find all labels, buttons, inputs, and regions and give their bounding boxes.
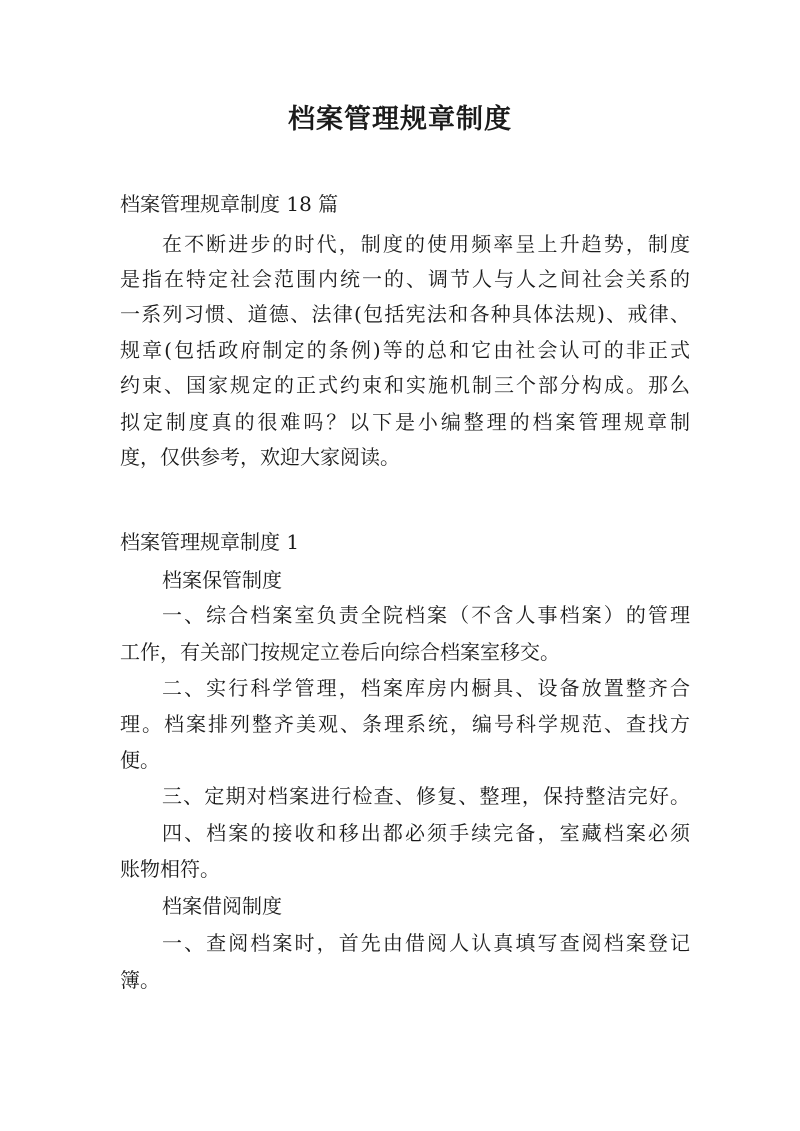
paragraph-line: 账物相符。	[120, 857, 220, 881]
paragraph-line: 三、定期对档案进行检查、修复、整理，保持整洁完好。	[162, 784, 690, 808]
paragraph-line: 一系列习惯、道德、法律(包括宪法和各种具体法规)、戒律、	[120, 302, 690, 326]
paragraph-line: 度，仅供参考，欢迎大家阅读。	[120, 445, 400, 469]
paragraph-line: 簿。	[120, 968, 160, 992]
section-heading: 档案管理规章制度 1	[120, 530, 300, 554]
paragraph-line: 理。档案排列整齐美观、条理系统，编号科学规范、查找方	[120, 712, 690, 736]
paragraph-line: 约束、国家规定的正式约束和实施机制三个部分构成。那么	[120, 373, 690, 397]
paragraph-line: 规章(包括政府制定的条例)等的总和它由社会认可的非正式	[120, 338, 690, 362]
paragraph-line: 一、查阅档案时，首先由借阅人认真填写查阅档案登记	[162, 931, 690, 955]
subsection-heading: 档案借阅制度	[162, 894, 282, 918]
paragraph-line: 工作，有关部门按规定立卷后向综合档案室移交。	[120, 640, 560, 664]
paragraph-line: 二、实行科学管理，档案库房内橱具、设备放置整齐合	[162, 676, 690, 700]
paragraph-line: 四、档案的接收和移出都必须手续完备，室藏档案必须	[162, 821, 690, 845]
paragraph-line: 拟定制度真的很难吗？以下是小编整理的档案管理规章制	[120, 410, 690, 434]
paragraph-line: 是指在特定社会范围内统一的、调节人与人之间社会关系的	[120, 267, 690, 291]
subsection-heading: 档案保管制度	[162, 568, 282, 592]
paragraph-line: 在不断进步的时代，制度的使用频率呈上升趋势，制度	[162, 232, 690, 256]
paragraph-line: 便。	[120, 748, 160, 772]
document-title: 档案管理规章制度	[288, 104, 512, 135]
paragraph-line: 一、综合档案室负责全院档案（不含人事档案）的管理	[162, 603, 690, 627]
subtitle-line: 档案管理规章制度 18 篇	[120, 192, 339, 216]
